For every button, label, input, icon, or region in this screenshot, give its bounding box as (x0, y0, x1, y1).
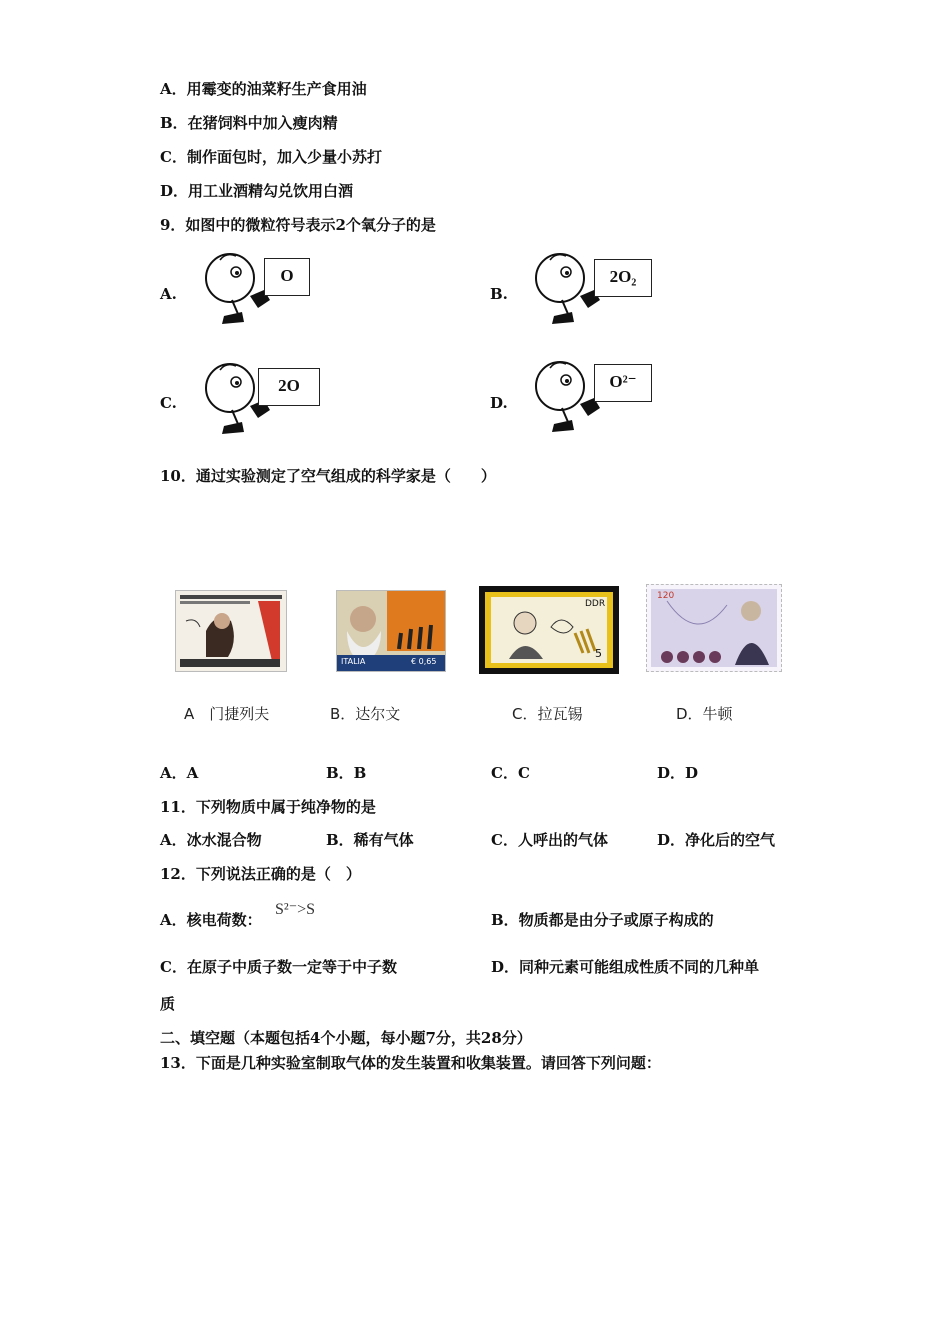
q12-stem: 12．下列说法正确的是（ ） (160, 865, 361, 883)
q11-stem: 11．下列物质中属于纯净物的是 (160, 798, 376, 816)
q9-symbol-b: 2O₂ (594, 259, 652, 297)
stamp-mendeleev-image (176, 591, 286, 671)
caption-a: A 门捷列夫 (184, 705, 270, 723)
q12-option-c: C．在原子中质子数一定等于中子数 (160, 958, 397, 976)
q12-option-a-ion: S²⁻>S (275, 901, 316, 918)
q10-option-d: D．D (657, 764, 699, 782)
section2-heading: 二、填空题（本题包括4个小题，每小题7分，共28分） (160, 1029, 532, 1047)
q9-symbol-d: O²⁻ (594, 364, 652, 402)
q12-option-d-line1: D．同种元素可能组成性质不同的几种单 (491, 958, 760, 976)
q8-option-b: B．在猪饲料中加入瘦肉精 (160, 114, 338, 132)
q10-option-a: A．A (160, 764, 199, 782)
caption-c: C．拉瓦锡 (512, 705, 583, 723)
q12-option-b: B．物质都是由分子或原子构成的 (491, 911, 714, 929)
q8-option-a: A．用霉变的油菜籽生产食用油 (160, 80, 367, 98)
q11-option-b: B．稀有气体 (326, 831, 414, 849)
stamp-newton (646, 584, 782, 672)
q9-option-d-label: D. (490, 394, 508, 412)
q9-option-b-label: B. (490, 285, 508, 303)
q10-option-c: C．C (491, 764, 530, 782)
q9-stem: 9．如图中的微粒符号表示2个氧分子的是 (160, 216, 436, 234)
stamp-lavoisier-value: 5 (595, 647, 602, 660)
stamp-darwin (336, 590, 446, 672)
q11-option-c: C．人呼出的气体 (491, 831, 608, 849)
q11-option-d: D．净化后的空气 (657, 831, 776, 849)
q8-option-c: C．制作面包时，加入少量小苏打 (160, 148, 382, 166)
q9-option-a-label: A. (160, 285, 177, 303)
q13-stem: 13．下面是几种实验室制取气体的发生装置和收集装置。请回答下列问题： (160, 1054, 661, 1072)
stamp-newton-value: 120 (657, 591, 675, 601)
q9-symbol-a: O (264, 258, 310, 296)
stamp-lavoisier-inner (491, 597, 607, 663)
q10-option-b: B．B (326, 764, 367, 782)
stamp-mendeleev (175, 590, 287, 672)
caption-b: B．达尔文 (330, 705, 401, 723)
q9-symbol-c: 2O (258, 368, 320, 406)
q12-option-d-line2: 质 (160, 995, 176, 1013)
stamp-darwin-value: € 0,65 (411, 657, 437, 666)
stamp-lavoisier-country: DDR (585, 599, 606, 609)
stamp-lavoisier (479, 586, 619, 674)
q12-option-a: A．核电荷数： (160, 911, 262, 929)
q10-stem: 10．通过实验测定了空气组成的科学家是（ ） (160, 467, 496, 485)
stamp-darwin-country: ITALIA (341, 657, 366, 666)
q8-option-d: D．用工业酒精勾兑饮用白酒 (160, 182, 354, 200)
q11-option-a: A．冰水混合物 (160, 831, 262, 849)
caption-d: D．牛顿 (676, 705, 733, 723)
q9-option-c-label: C. (160, 394, 177, 412)
